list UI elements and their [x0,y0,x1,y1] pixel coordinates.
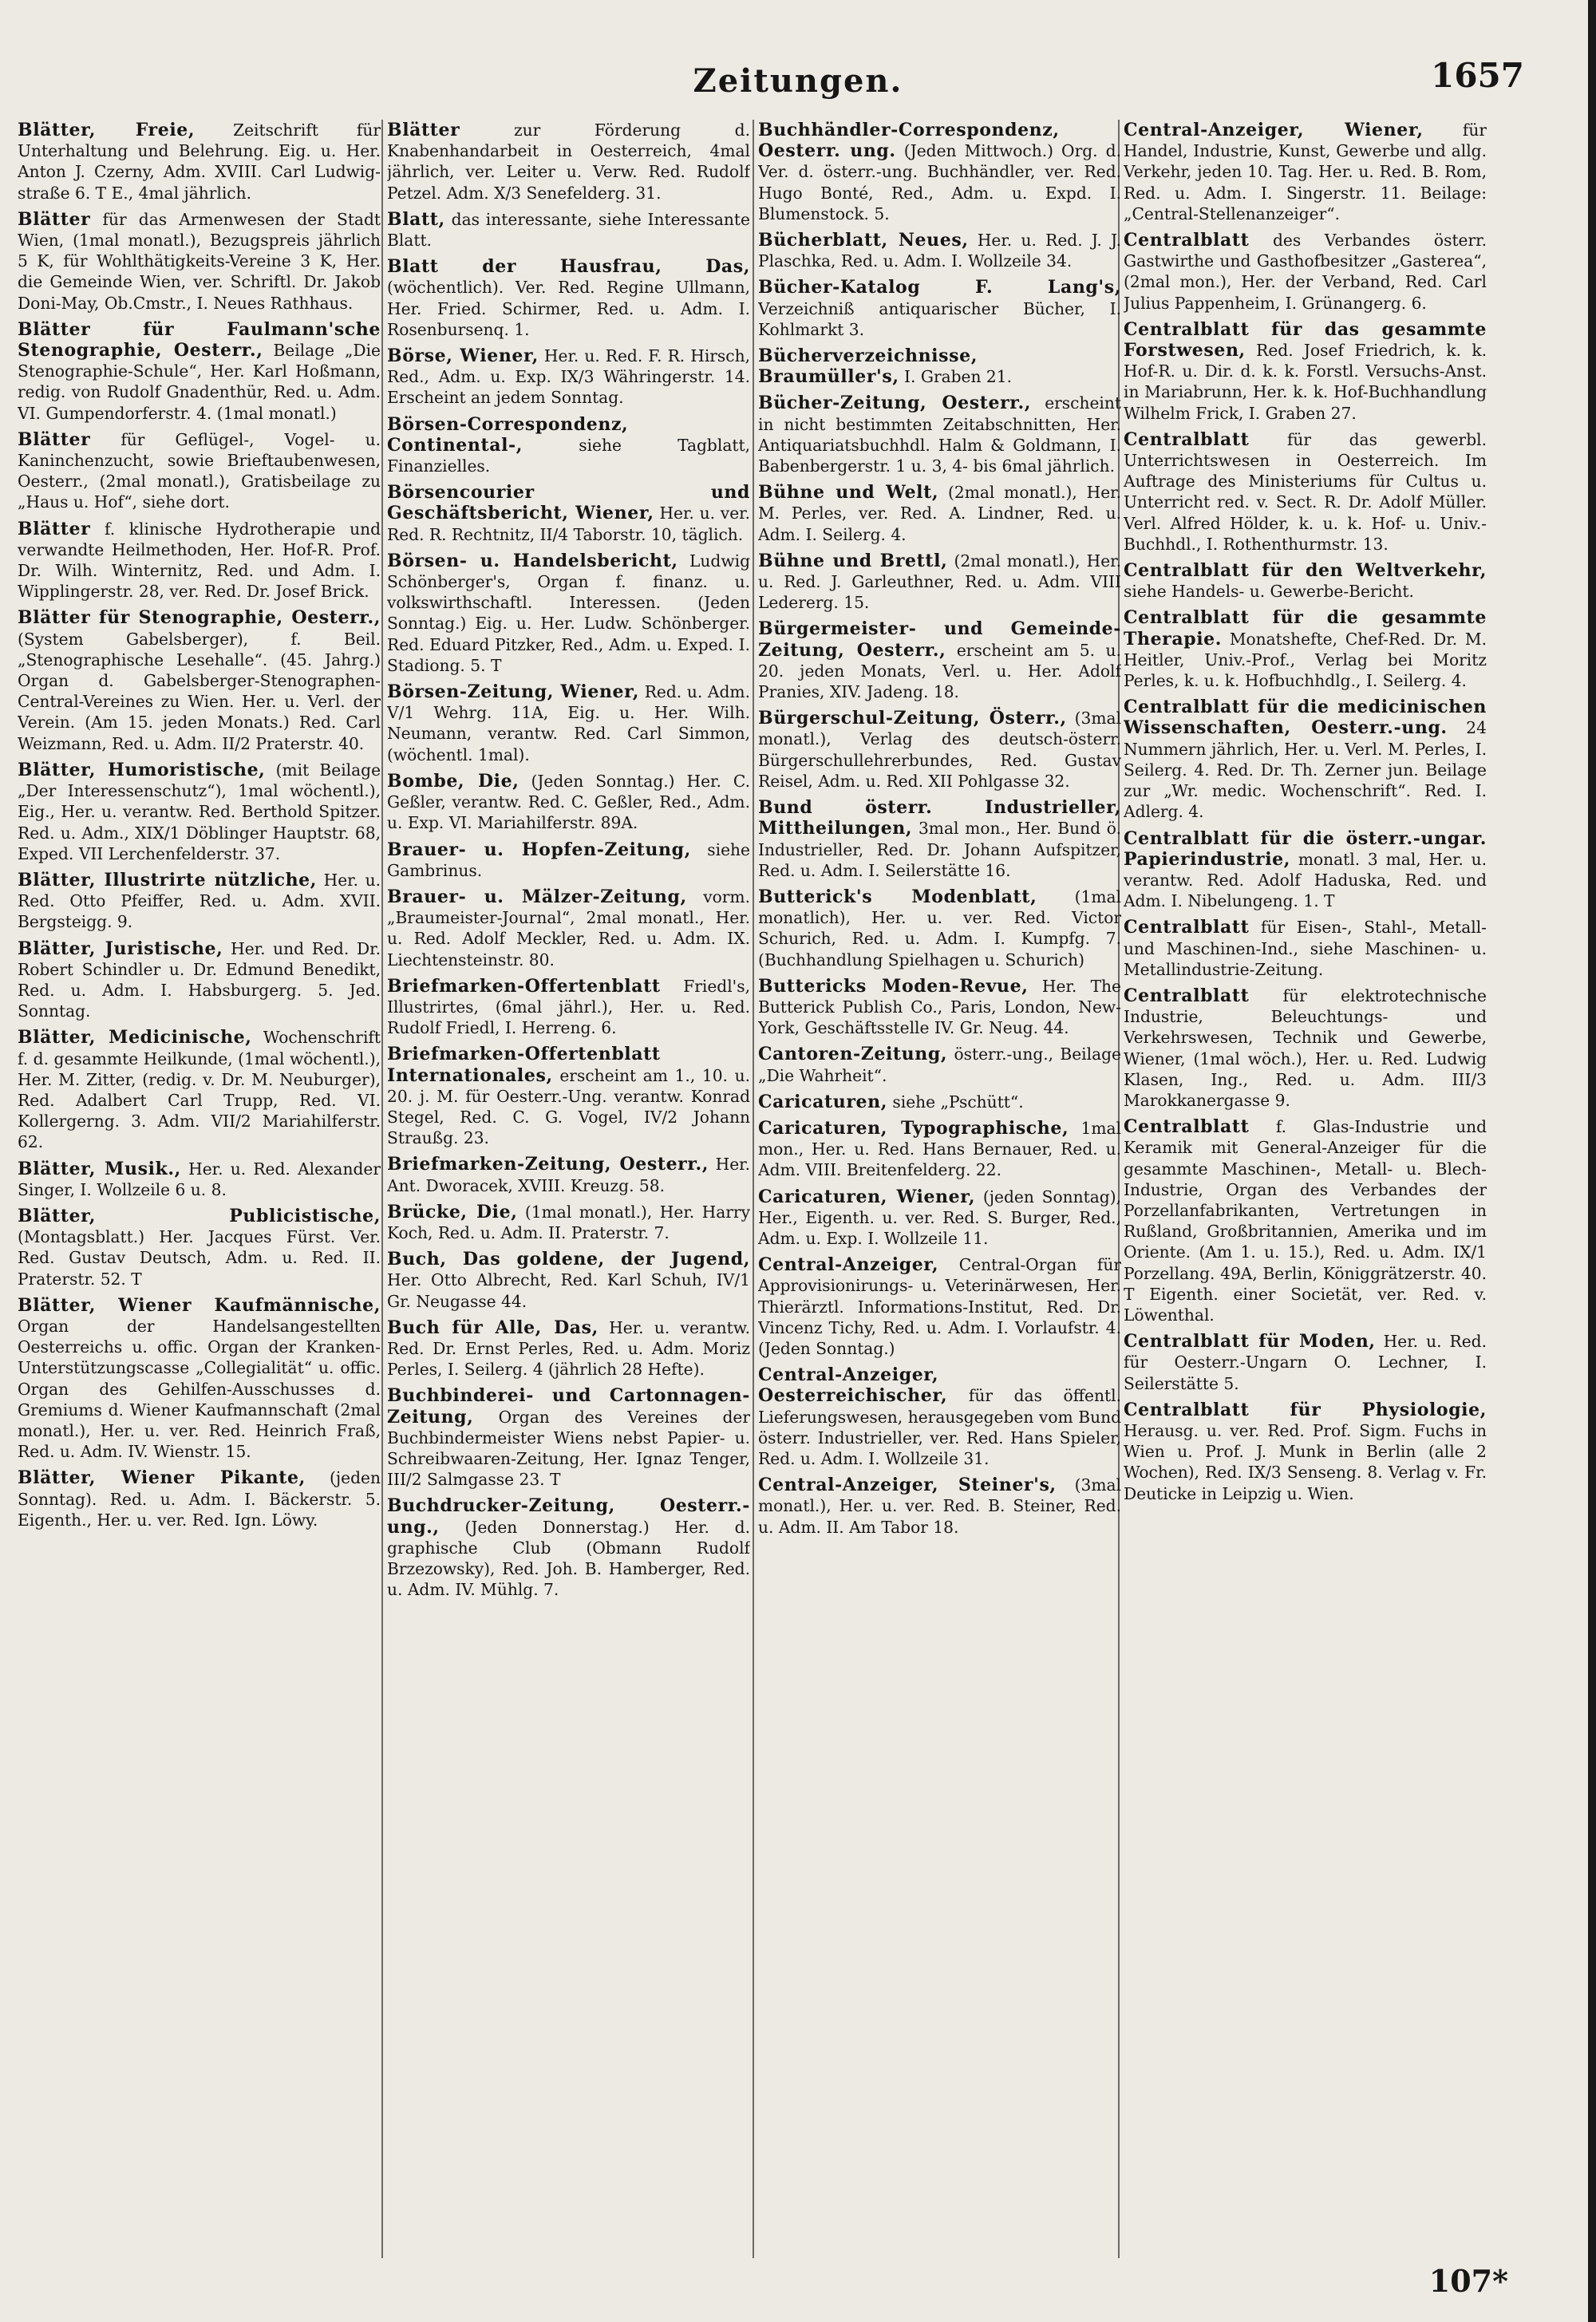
entry-text: Red. Josef Friedrich, k. k. Hof-R. u. Dir. d. k. k. Forstl. Versuchs-Anst. in Mariabrunn, Her. k. k. Hof-Buchhandlung Wilhelm Frick, I. Graben 27. [1124,341,1487,423]
directory-entry [387,839,750,881]
entry-text: Central-Organ für Approvisionirungs- u. Veterinärwesen, Her. Thierärztl. Informations-Institut, Red. Dr. Vincenz Tichy, Red. u. Adm. I. Vorlaufstr. 4. (Jeden Sonntag.) [758,1255,1121,1358]
entry-heading: Centralblatt für Physiologie, [1124,1399,1487,1420]
entry-text: (2mal monatl.), Her. M. Perles, ver. Red. A. Lindner, Red. u. Adm. I. Seilerg. 4. [758,483,1121,544]
entry-heading: Börsencourier und Geschäftsbericht, Wiener, [387,482,750,524]
entry-heading: Blätter [18,518,91,539]
directory-entry [18,209,381,314]
directory-entry [387,120,750,203]
directory-entry [1124,120,1487,224]
entry-heading: Blätter, Freie, [18,120,196,140]
entry-heading: Central-Anzeiger, Steiner's, [758,1475,1057,1496]
directory-entry [387,1249,750,1312]
entry-heading: Blätter für Stenographie, Oesterr., [18,607,381,629]
entry-text: Organ des Vereines der Buchbindermeister Wiens nebst Papier- u. Schreibwaaren-Zeitung, Her. Ignaz Tenger, III/2 Salmgasse 23. T [387,1407,750,1490]
directory-entry [18,120,381,203]
entry-heading: Blätter, Illustrirte nützliche, [18,869,318,890]
entry-heading: Centralblatt [1124,230,1250,251]
directory-entry [387,414,750,477]
text-column-4 [1124,120,1487,2266]
directory-entry [387,1495,750,1600]
directory-entry [1124,917,1487,980]
directory-entry [18,938,381,1022]
entry-text: Friedl's, Illustrirtes, (6mal jährl.), Her. u. Red. Rudolf Friedl, I. Herreng. 6. [387,976,750,1038]
entry-text: Herausg. u. ver. Red. Prof. Sigm. Fuchs in Wien u. Prof. J. Munk in Berlin (alle 2 Wochen), Red. IX/3 Senseng. 8. Verlag v. Fr. Deuticke in Leipzig u. Wien. [1124,1420,1487,1503]
directory-entry [758,1092,1121,1112]
entry-heading: Blätter für Faulmann'sche Stenographie, Oesterr., [18,318,381,361]
directory-entry [758,1118,1121,1181]
entry-heading: Börsen-Correspondenz, Continental-, [387,413,629,456]
directory-entry [758,976,1121,1039]
entry-text: Her. u. ver. Red. R. Rechtnitz, II/4 Taborstr. 10, täglich. [387,503,750,544]
directory-entry [18,1159,381,1200]
entry-text: Her. Otto Albrecht, Red. Karl Schuh, IV/1 Gr. Neugasse 44. [387,1270,750,1311]
entry-text: österr.-ung., Beilage „Die Wahrheit“. [758,1045,1121,1085]
directory-entry [758,887,1121,970]
entry-text: für Geflügel-, Vogel- u. Kaninchenzucht, sowie Brieftaubenwesen, Oesterr., (2mal monatl.), Gratisbeilage zu „Haus u. Hof“, siehe dort. [18,429,381,512]
directory-entry [1124,697,1487,822]
directory-entry [18,1206,381,1289]
entry-text: f. klinische Hydrotherapie und verwandte Heilmethoden, Her. Hof-R. Prof. Dr. Wilh. Winternitz, Red. und Adm. I. Wipplingerstr. 28, ver. Red. Dr. Josef Brick. [18,519,381,602]
directory-entry [387,1154,750,1195]
entry-heading: Central-Anzeiger, [758,1254,939,1276]
entry-text: für Eisen-, Stahl-, Metall- und Maschinen-Ind., siehe Maschinen- u. Metallindustrie-Zeitung. [1124,918,1487,979]
entry-heading: Blätter, Humoristische, [18,759,266,780]
entry-heading: Bühne und Brettl, [758,550,948,571]
entry-heading: Central-Anzeiger, Oesterreichischer, [758,1364,948,1407]
entry-text: Her. u. Red. Otto Pfeiffer, Red. u. Adm. XVII. Bergsteigg. 9. [18,870,381,932]
entry-heading: Blätter, Wiener Pikante, [18,1467,306,1489]
page-title: Zeitungen. [693,62,903,100]
directory-entry [758,277,1121,340]
entry-heading: Blätter [387,120,460,140]
entry-heading: Bühne und Welt, [758,482,939,503]
entry-text: das interessante, siehe Interessante Blatt. [387,209,750,251]
entry-heading: Bund österr. Industrieller, Mittheilungen, [758,797,1121,839]
entry-text: Wochenschrift f. d. gesammte Heilkunde, (1mal wöchentl.), Her. M. Zitter, (redig. v. Dr. M. Neuburger), Red. Adalbert Carl Trupp, Red. VI. Kollergerng. 3. Adm. VII/2 Mariahilferstr. 62. [18,1028,381,1152]
entry-heading: Centralblatt für die medicinischen Wissenschaften, Oesterr.-ung. [1124,697,1487,739]
directory-entry [387,976,750,1039]
entry-text: Her. u. Red. für Oesterr.-Ungarn O. Lechner, I. Seilerstätte 5. [1124,1332,1487,1393]
entry-heading: Bücher-Zeitung, Oesterr., [758,393,1031,414]
entry-heading: Centralblatt [1124,917,1250,938]
page-edge [1588,0,1596,2322]
entry-heading: Bombe, Die, [387,770,519,792]
directory-entry [1124,1331,1487,1394]
directory-entry [18,519,381,602]
entry-heading: Caricaturen, [758,1091,887,1112]
entry-text: (Jeden Sonntag.) Her. C. Geßler, verantw. Red. C. Geßler, Red., Adm. u. Exp. VI. Mariahilferstr. 89A. [387,771,750,833]
directory-entry [387,209,750,251]
entry-text: erscheint am 1., 10. u. 20. j. M. für Oesterr.-Ung. verantw. Konrad Stegel, Red. C. G. Vogel, IV/2 Johann Straußg. 23. [387,1065,750,1148]
directory-entry [387,256,750,340]
entry-text: Red. u. Adm. V/1 Wehrg. 11A, Eig. u. Her. Wilh. Neumann, verantw. Red. Carl Simmon, (wöchentl. 1mal). [387,682,750,764]
directory-entry [758,120,1121,224]
directory-entry [387,346,750,409]
directory-entry [1124,607,1487,691]
directory-entry [18,429,381,513]
directory-entry [758,346,1121,387]
directory-entry [18,1467,381,1530]
directory-entry [1124,560,1487,602]
entry-text: siehe Handels- u. Gewerbe-Bericht. [1124,582,1414,602]
directory-entry [387,1044,750,1148]
entry-text: 1mal mon., Her. u. Red. Hans Bernauer, Red. u. Adm. VIII. Breitenfelderg. 22. [758,1118,1121,1180]
directory-entry [758,1187,1121,1250]
entry-text: für elektrotechnische Industrie, Beleuchtungs- und Verkehrswesen, Technik und Gewerbe, Wiener, (1mal wöch.), Her. u. Red. Ludwig Klasen, Ing., Red. u. Adm. III/3 Marokkanergasse 9. [1124,985,1487,1110]
entry-heading: Buch für Alle, Das, [387,1317,598,1338]
directory-entry [387,1385,750,1490]
entry-heading: Cantoren-Zeitung, [758,1044,948,1065]
entry-text: (System Gabelsberger), f. Beil. „Stenographische Lesehalle“. (45. Jahrg.) Organ d. Gabelsberger-Stenographen-Central-Vereines zu Wien. Her. u. Verl. der Verein. (Am 15. jeden Monats.) Red. Carl Weizmann, Red. u. Adm. II/2 Praterstr. 40. [18,629,381,753]
entry-heading: Börsen-Zeitung, Wiener, [387,681,640,703]
directory-entry [1124,985,1487,1111]
entry-heading: Briefmarken-Zeitung, Oesterr., [387,1154,709,1175]
entry-text: Her. u. Red. Alexander Singer, I. Wollzeile 6 u. 8. [18,1159,381,1199]
entry-text: Organ der Handelsangestellten Oesterreichs u. offic. Organ der Kranken-Unterstützungscasse „Collegialität“ u. offic. Organ des Gehilfen-Ausschusses d. Gremiums d. Wiener Kaufmannschaft (2mal monatl.), Her. u. ver. Red. Heinrich Fraß, Red. u. Adm. IV. Wienstr. 15. [18,1316,381,1462]
entry-text: Verzeichniß antiquarischer Bücher, I. Kohlmarkt 3. [758,298,1121,339]
entry-text: I. Graben 21. [904,367,1013,387]
entry-text: des Verbandes österr. Gastwirthe und Gasthofbesitzer „Gasterea“, (2mal mon.), Her. der Verband, Red. Carl Julius Pappenheim, I. Grünangerg. 6. [1124,231,1487,313]
entry-text: (mit Beilage „Der Interessenschutz“), 1mal wöchentl.), Eig., Her. u. verantw. Red. Berthold Spitzer. Red. u. Adm., XIX/1 Döblinger Hauptstr. 68, Exped. VII Lerchenfelderstr. 37. [18,760,381,863]
directory-entry [18,607,381,753]
entry-text: für Handel, Industrie, Kunst, Gewerbe und allg. Verkehr, jeden 10. Tag. Her. u. Red. B. Rom, Red. u. Adm. I. Singerstr. 11. Beilage: „Central-Stellenanzeiger“. [1124,120,1487,223]
directory-entry [758,618,1121,702]
entry-text: f. Glas-Industrie und Keramik mit General-Anzeiger für die gesammte Maschinen-, Metall- u. Blech-Industrie, Organ des Verbandes der Porzellanfabrikanten, Vertretungen in Rußland, Großbritannien, Amerika und im Oriente. (Am 1. u. 15.), Red. u. Adm. IX/1 Porzellang. 49A, Berlin, Königgrätzerstr. 40. T Eigenth. einer Societät, ver. Red. v. Löwenthal. [1124,1117,1487,1325]
entry-heading: Börse, Wiener, [387,346,539,367]
directory-entry [1124,429,1487,555]
entry-text: (2mal monatl.), Her. u. Red. J. Garleuthner, Red. u. Adm. VIII Ledererg. 15. [758,551,1121,613]
entry-text: für das Armenwesen der Stadt Wien, (1mal monatl.), Bezugspreis jährlich 5 K, für Wohlthätigkeits-Vereine 3 K, Her. die Gemeinde Wien, ver. Schriftl. Dr. Jakob Doni-May, Ob.Cmstr., I. Neues Rathhaus. [18,209,381,313]
entry-text: (Montagsblatt.) Her. Jacques Fürst. Ver. Red. Gustav Deutsch, Adm. u. Red. II. Praterstr. 52. T [18,1227,381,1289]
directory-entry [1124,1116,1487,1325]
directory-entry [18,870,381,933]
directory-entry [758,1254,1121,1359]
entry-text: (1mal monatl.), Her. Harry Koch, Red. u. Adm. II. Praterstr. 7. [387,1202,750,1242]
text-column-3 [758,120,1121,2266]
entry-text: monatl. 3 mal, Her. u. verantw. Red. Adolf Haduska, Red. und Adm. I. Nibelungeng. 1. T [1124,849,1487,911]
entry-heading: Centralblatt für den Weltverkehr, [1124,560,1487,582]
entry-text: (3mal monatl.), Verlag des deutsch-österr. Bürgerschullehrerbundes, Red. Gustav Reisel, Adm. u. Red. XII Pohlgasse 32. [758,709,1121,791]
entry-text: vorm. „Braumeister-Journal“, 2mal monatl., Her. u. Red. Adolf Meckler, Red. u. Adm. IX. Liechtensteinstr. 80. [387,887,750,969]
entry-text: Zeitschrift für Unterhaltung und Belehrung. Eig. u. Her. Anton J. Czerny, Adm. XVIII. Carl Ludwig-straße 6. T E., 4mal jährlich. [18,120,381,203]
entry-heading: Buch, Das goldene, der Jugend, [387,1249,750,1270]
entry-text: Her. u. Red. F. R. Hirsch, Red., Adm. u. Exp. IX/3 Währingerstr. 14. Erscheint an jedem Sonntag. [387,346,750,408]
entry-text: (jeden Sonntag), Her., Eigenth. u. ver. Red. S. Burger, Red., Adm. u. Exp. I. Wollzeile 11. [758,1187,1121,1248]
entry-heading: Centralblatt [1124,985,1250,1006]
entry-text: für das öffentl. Lieferungswesen, herausgegeben vom Bund österr. Industrieller, ver. Red. Hans Spieler, Red. u. Adm. I. Wollzeile 31. [758,1386,1121,1468]
entry-heading: Buchdrucker-Zeitung, Oesterr.-ung., [387,1495,750,1538]
text-column-2 [387,120,750,2266]
entry-text: erscheint am 5. u. 20. jeden Monats, Verl. u. Her. Adolf Pranies, XIV. Jadeng. 18. [758,640,1121,702]
directory-entry [18,1295,381,1463]
entry-heading: Brücke, Die, [387,1201,518,1222]
entry-text: 3mal mon., Her. Bund ö. Industrieller, Red. Dr. Johann Aufspitzer, Red. u. Adm. I. Seilerstätte 16. [758,819,1121,880]
entry-text: für das gewerbl. Unterrichtswesen in Oesterreich. Im Auftrage des Ministeriums für Cultus u. Unterricht red. v. Sect. R. Dr. Adolf Müller. Verl. Alfred Hölder, k. u. k. Hof- u. Univ.-Buchhdl., I. Rothenthurmstr. 13. [1124,429,1487,554]
entry-heading: Buchhändler-Correspondenz, Oesterr. ung. [758,120,1060,162]
entry-text: Her. u. verantw. Red. Dr. Ernst Perles, Red. u. Adm. Moriz Perles, I. Seilerg. 4 (jährlich 28 Hefte). [387,1317,750,1380]
entry-heading: Centralblatt für Moden, [1124,1331,1376,1353]
directory-entry [1124,319,1487,424]
entry-heading: Caricaturen, Wiener, [758,1186,976,1207]
signature-mark: 107* [1428,2263,1508,2299]
entry-heading: Briefmarken-Offertenblatt [387,975,661,997]
directory-entry [758,1044,1121,1085]
entry-text: (wöchentlich). Ver. Red. Regine Ullmann, Her. Fried. Schirmer, Red. u. Adm. I. Rosenbursenq. 1. [387,278,750,339]
entry-text: Monatshefte, Chef-Red. Dr. M. Heitler, Univ.-Prof., Verlag bei Moritz Perles, k. u. k. Hofbuchhdlg., I. Seilerg. 4. [1124,629,1487,691]
entry-text: (Jeden Mittwoch.) Org. d. Ver. d. österr.-ung. Buchhändler, ver. Red. Hugo Bonté, Red., Adm. u. Expd. I. Blumenstock. 5. [758,141,1121,223]
entry-heading: Central-Anzeiger, Wiener, [1124,120,1424,140]
directory-entry [758,393,1121,476]
directory-entry [758,1364,1121,1469]
entry-heading: Briefmarken-Offertenblatt Internationales, [387,1044,661,1086]
entry-heading: Blätter [18,208,91,230]
entry-text: siehe Tagblatt, Finanzielles. [387,435,750,476]
entry-heading: Blätter, Juristische, [18,938,223,959]
directory-entry [387,771,750,834]
entry-heading: Blätter, Musik., [18,1158,181,1179]
entry-text: erscheint in nicht bestimmten Zeitabschnitten, Her. Antiquariatsbuchhdl. Halm & Goldmann, I. Babenbergerstr. 1 u. 3, 4- bis 6mal jährlich. [758,393,1121,476]
entry-text: Her. Ant. Dworacek, XVIII. Kreuzg. 58. [387,1155,750,1195]
directory-entry [758,1475,1121,1538]
entry-text: Her. The Butterick Publish Co., Paris, London, New-York, Geschäftsstelle IV. Gr. Neug. 44. [758,976,1121,1038]
directory-entry [387,482,750,545]
directory-entry [758,482,1121,545]
directory-entry [18,319,381,424]
entry-text: siehe „Pschütt“. [892,1092,1024,1112]
entry-heading: Blatt, [387,208,445,230]
directory-entry [758,230,1121,271]
entry-heading: Blätter, Medicinische, [18,1027,252,1048]
entry-text: Her. u. Red. J. J. Plaschka, Red. u. Adm. I. Wollzeile 34. [758,231,1121,271]
directory-entry [18,760,381,864]
entry-text: Beilage „Die Stenographie-Schule“, Her. Karl Hoßmann, redig. von Rudolf Gnadenthür, Red. u. Adm. VI. Gumpendorferstr. 4. (1mal monatl.) [18,341,381,423]
directory-entry [758,797,1121,881]
entry-heading: Blätter [18,428,91,450]
directory-entry [387,681,750,765]
entry-heading: Brauer- u. Mälzer-Zeitung, [387,886,687,907]
entry-text: zur Förderung d. Knabenhandarbeit in Oesterreich, 4mal jährlich, ver. Leiter u. Verw. Red. Rudolf Petzel. Adm. X/3 Senefelderg. 31. [387,120,750,203]
entry-heading: Butterick's Modenblatt, [758,886,1037,907]
directory-entry [387,551,750,676]
entry-heading: Centralblatt [1124,1116,1250,1138]
entry-heading: Centralblatt [1124,428,1250,450]
entry-text: Her. und Red. Dr. Robert Schindler u. Dr. Edmund Benedikt, Red. u. Adm. I. Habsburgerg. 5. Jed. Sonntag. [18,938,381,1021]
directory-entry [758,708,1121,792]
entry-heading: Buchbinderei- und Cartonnagen-Zeitung, [387,1385,750,1428]
page-number: 1657 [1431,56,1524,95]
text-column-1 [18,120,381,2266]
directory-entry [1124,828,1487,912]
directory-entry [387,1317,750,1380]
entry-text: (Jeden Donnerstag.) Her. d. graphische Club (Obmann Rudolf Brzezowsky), Red. Joh. B. Hamberger, Red. u. Adm. IV. Mühlg. 7. [387,1517,750,1600]
entry-heading: Bürgermeister- und Gemeinde-Zeitung, Oesterr., [758,618,1121,661]
entry-text: 24 Nummern jährlich, Her. u. Verl. M. Perles, I. Seilerg. 4. Red. Dr. Th. Zerner jun. Beilage zur „Wr. medic. Wochenschrift“. Red. I. Adlerg. 4. [1124,718,1487,822]
column-divider [753,120,754,2258]
column-divider [381,120,383,2258]
entry-heading: Bücher-Katalog F. Lang's, [758,277,1121,298]
entry-text: Ludwig Schönberger's, Organ f. finanz. u. volkswirthschaftl. Interessen. (Jeden Sonntag.) Eig. u. Her. Ludw. Schönberger. Red. Eduard Pitzker, Red., Adm. u. Exped. I. Stadiong. 5. T [387,551,750,675]
directory-entry [387,1202,750,1243]
entry-heading: Centralblatt für das gesammte Forstwesen, [1124,318,1487,361]
directory-entry [1124,1400,1487,1504]
entry-heading: Caricaturen, Typographische, [758,1117,1069,1139]
directory-entry [1124,230,1487,314]
entry-text: siehe Gambrinus. [387,839,750,880]
entry-heading: Börsen- u. Handelsbericht, [387,550,678,571]
entry-heading: Buttericks Moden-Revue, [758,975,1029,997]
directory-entry [387,887,750,970]
entry-heading: Blätter, Publicistische, [18,1205,381,1226]
entry-heading: Brauer- u. Hopfen-Zeitung, [387,839,691,860]
entry-heading: Bücherblatt, Neues, [758,230,969,251]
entry-heading: Bücherverzeichnisse, Braumüller's, [758,346,978,388]
entry-heading: Blätter, Wiener Kaufmännische, [18,1294,381,1316]
directory-entry [758,551,1121,614]
entry-heading: Centralblatt für die gesammte Therapie. [1124,607,1487,650]
directory-entry [18,1027,381,1152]
entry-text: (1mal monatlich), Her. u. ver. Red. Victor Schurich, Red. u. Adm. I. Kumpfg. 7. (Buchhandlung Spielhagen u. Schurich) [758,887,1121,969]
entry-heading: Centralblatt für die österr.-ungar. Papierindustrie, [1124,827,1487,870]
entry-heading: Blatt der Hausfrau, Das, [387,256,750,278]
entry-text: (jeden Sonntag). Red. u. Adm. I. Bäckerstr. 5. Eigenth., Her. u. ver. Red. Ign. Löwy. [18,1468,381,1530]
entry-heading: Bürgerschul-Zeitung, Österr., [758,708,1067,729]
entry-text: (3mal monatl.), Her. u. ver. Red. B. Steiner, Red. u. Adm. II. Am Tabor 18. [758,1475,1121,1537]
